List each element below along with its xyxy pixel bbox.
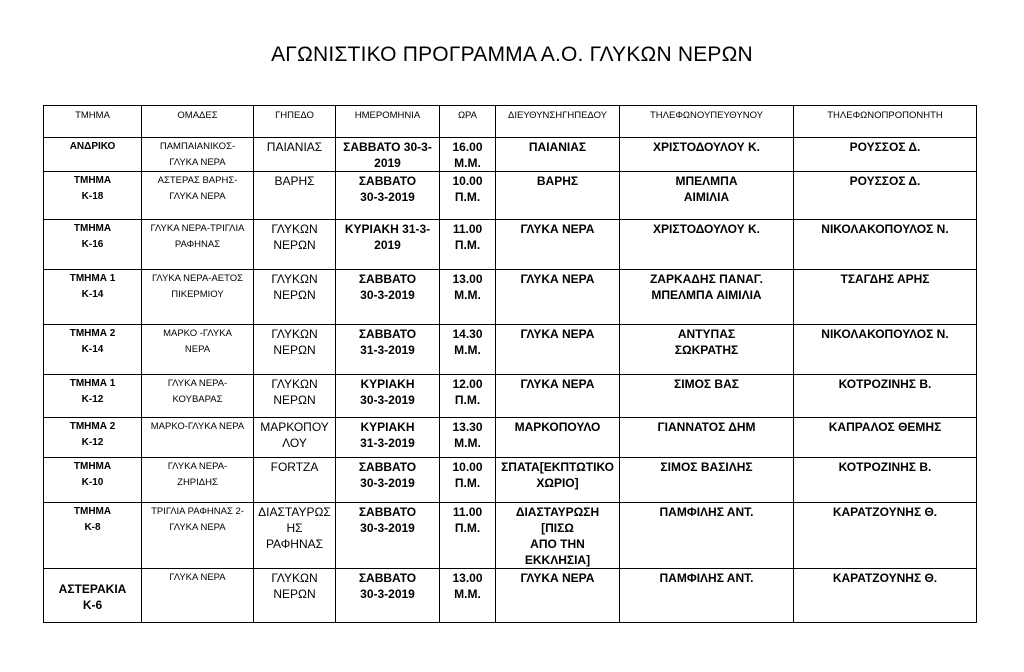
- coach-phone-cell: [794, 172, 977, 220]
- coach-phone-cell: [794, 325, 977, 375]
- coach-phone-cell: [794, 503, 977, 569]
- field-cell: [254, 270, 336, 325]
- time-line: 10.00: [452, 460, 483, 474]
- field-line: ΓΛΥΚΩΝ: [271, 327, 318, 341]
- date-line: ΣΑΒΒΑΤΟ 30-3-: [343, 140, 432, 154]
- header-label: ΤΗΛΕΦΩΝΟ: [827, 110, 882, 121]
- coach-phone-cell: [794, 418, 977, 458]
- manager-phone-line: ΣΩΚΡΑΤΗΣ: [674, 343, 739, 357]
- coach-phone-line: ΚΑΡΑΤΖΟΥΝΗΣ Θ.: [832, 505, 938, 519]
- date-line: 31-3-2019: [360, 436, 415, 450]
- section-line: ΤΜΗΜΑ 2: [69, 421, 116, 432]
- section-line: Κ-10: [81, 477, 104, 488]
- teams-cell: [142, 458, 254, 503]
- section-line: ΑΝΔΡΙΚΟ: [69, 141, 116, 152]
- time-line: 11.00: [452, 222, 483, 236]
- date-line: ΣΑΒΒΑΤΟ: [358, 505, 417, 519]
- address-line: ΓΛΥΚΑ ΝΕΡΑ: [520, 327, 595, 341]
- field-cell: [254, 375, 336, 418]
- field-line: ΓΛΥΚΩΝ: [271, 222, 318, 236]
- date-line: ΚΥΡΙΑΚΗ: [360, 420, 415, 434]
- teams-line: ΓΛΥΚΑ ΝΕΡΑ-: [167, 378, 228, 389]
- teams-line: ΖΗΡΙΔΗΣ: [177, 477, 218, 488]
- header-label: ΗΜΕΡΟΜΗΝΙΑ: [354, 110, 421, 121]
- time-line: Μ.Μ.: [454, 156, 481, 170]
- teams-line: ΜΑΡΚΟ -ΓΛΥΚΑ: [163, 328, 232, 339]
- address-line: ΓΛΥΚΑ ΝΕΡΑ: [520, 377, 595, 391]
- field-line: ΡΑΦΗΝΑΣ: [265, 537, 324, 551]
- field-line: ΝΕΡΩΝ: [273, 393, 316, 407]
- teams-cell: [142, 270, 254, 325]
- address-cell: [496, 569, 620, 623]
- section-line: Κ-14: [81, 289, 104, 300]
- address-line: ΓΛΥΚΑ ΝΕΡΑ: [520, 272, 595, 286]
- coach-phone-line: ΡΟΥΣΣΟΣ Δ.: [849, 140, 921, 154]
- address-cell: [496, 418, 620, 458]
- time-cell: [440, 458, 496, 503]
- time-line: 13.30: [452, 420, 483, 434]
- teams-cell: [142, 375, 254, 418]
- date-line: 30-3-2019: [360, 190, 415, 204]
- table-body: [44, 138, 977, 623]
- coach-phone-line: ΝΙΚΟΛΑΚΟΠΟΥΛΟΣ Ν.: [821, 327, 949, 341]
- date-line: 31-3-2019: [360, 343, 415, 357]
- table-row: [44, 458, 977, 503]
- header-label: ΥΠΕΥΘΥΝΟΥ: [703, 110, 764, 121]
- table-row: [44, 138, 977, 172]
- date-line: ΣΑΒΒΑΤΟ: [358, 460, 417, 474]
- time-line: 16.00: [452, 140, 483, 154]
- time-line: Μ.Μ.: [454, 436, 481, 450]
- section-line: Κ-8: [84, 522, 101, 533]
- teams-line: ΓΛΥΚΑ ΝΕΡΑ-: [167, 461, 228, 472]
- address-line: ΓΛΥΚΑ ΝΕΡΑ: [520, 222, 595, 236]
- time-cell: [440, 138, 496, 172]
- table-row: [44, 418, 977, 458]
- field-cell: [254, 503, 336, 569]
- header-label: ΠΡΟΠΟΝΗΤΗ: [881, 110, 943, 121]
- manager-phone-cell: [620, 270, 794, 325]
- manager-phone-line: ΜΠΕΛΜΠΑ: [675, 174, 738, 188]
- manager-phone-cell: [620, 325, 794, 375]
- date-line: ΚΥΡΙΑΚΗ: [360, 377, 415, 391]
- manager-phone-line: ΧΡΙΣΤΟΔΟΥΛΟΥ Κ.: [653, 222, 760, 236]
- teams-line: ΝΕΡΑ: [184, 344, 211, 355]
- header-section: [44, 106, 142, 138]
- teams-line: ΑΣΤΕΡΑΣ ΒΑΡΗΣ-: [157, 175, 238, 186]
- header-date: [336, 106, 440, 138]
- date-line: 2019: [374, 156, 401, 170]
- field-line: FORTZA: [270, 460, 319, 474]
- date-line: 30-3-2019: [360, 288, 415, 302]
- section-cell: [44, 172, 142, 220]
- manager-phone-cell: [620, 418, 794, 458]
- address-cell: [496, 325, 620, 375]
- header-label: ΤΗΛΕΦΩΝΟ: [649, 110, 704, 121]
- field-line: ΛΟΥ: [282, 436, 307, 450]
- field-cell: [254, 569, 336, 623]
- coach-phone-line: ΡΟΥΣΣΟΣ Δ.: [849, 174, 921, 188]
- field-cell: [254, 458, 336, 503]
- manager-phone-line: ΠΑΜΦΙΛΗΣ ΑΝΤ.: [659, 505, 754, 519]
- section-cell: [44, 375, 142, 418]
- section-line: Κ-16: [81, 239, 104, 250]
- teams-line: ΠΑΜΠΑΙΑΝΙΚΟΣ-: [159, 141, 236, 152]
- teams-line: ΓΛΥΚΑ ΝΕΡΑ-ΑΕΤΟΣ: [151, 273, 244, 284]
- address-line: ΓΛΥΚΑ ΝΕΡΑ: [520, 571, 595, 585]
- address-line: ΣΠΑΤΑ[ΕΚΠΤΩΤΙΚΟ: [501, 460, 614, 474]
- time-line: 13.00: [452, 571, 483, 585]
- address-line: ΠΑΙΑΝΙΑΣ: [528, 140, 587, 154]
- teams-cell: [142, 325, 254, 375]
- manager-phone-cell: [620, 220, 794, 270]
- coach-phone-line: ΚΑΡΑΤΖΟΥΝΗΣ Θ.: [832, 571, 938, 585]
- manager-phone-cell: [620, 375, 794, 418]
- header-phone-coach: [794, 106, 977, 138]
- teams-cell: [142, 138, 254, 172]
- coach-phone-cell: [794, 270, 977, 325]
- section-line: Κ-6: [82, 598, 103, 612]
- field-cell: [254, 418, 336, 458]
- section-line: Κ-12: [81, 394, 104, 405]
- address-line: ΒΑΡΗΣ: [536, 174, 579, 188]
- field-line: ΠΑΙΑΝΙΑΣ: [266, 140, 323, 154]
- teams-cell: [142, 220, 254, 270]
- coach-phone-line: ΚΟΤΡΟΖΙΝΗΣ Β.: [838, 460, 932, 474]
- manager-phone-line: ΣΙΜΟΣ ΒΑΣ: [674, 377, 739, 391]
- table-row: [44, 569, 977, 623]
- schedule-table: [43, 105, 977, 623]
- teams-line: ΓΛΥΚΑ ΝΕΡΑ: [169, 157, 226, 168]
- field-line: ΓΛΥΚΩΝ: [271, 272, 318, 286]
- field-line: ΝΕΡΩΝ: [273, 587, 316, 601]
- coach-phone-line: ΝΙΚΟΛΑΚΟΠΟΥΛΟΣ Ν.: [821, 222, 949, 236]
- address-cell: [496, 172, 620, 220]
- address-line: ΔΙΑΣΤΑΥΡΩΣΗ [ΠΙΣΩ: [515, 505, 600, 535]
- teams-cell: [142, 569, 254, 623]
- manager-phone-cell: [620, 503, 794, 569]
- date-cell: [336, 569, 440, 623]
- teams-line: ΠΙΚΕΡΜΙΟΥ: [171, 289, 224, 300]
- teams-line: ΓΛΥΚΑ ΝΕΡΑ-ΤΡΙΓΛΙΑ: [150, 223, 245, 234]
- teams-line: ΓΛΥΚΑ ΝΕΡΑ: [169, 522, 226, 533]
- section-line: ΤΜΗΜΑ 1: [69, 378, 116, 389]
- section-cell: [44, 503, 142, 569]
- field-line: ΓΛΥΚΩΝ: [271, 571, 318, 585]
- date-cell: [336, 172, 440, 220]
- header-label: ΟΜΑΔΕΣ: [177, 110, 218, 121]
- field-line: ΗΣ: [286, 521, 303, 535]
- time-cell: [440, 172, 496, 220]
- header-label: ΓΗΠΕΔΟ: [275, 110, 314, 121]
- address-cell: [496, 138, 620, 172]
- teams-line: ΚΟΥΒΑΡΑΣ: [172, 394, 223, 405]
- section-line: ΤΜΗΜΑ: [73, 461, 112, 472]
- table-row: [44, 220, 977, 270]
- section-line: ΤΜΗΜΑ: [73, 223, 112, 234]
- time-cell: [440, 375, 496, 418]
- table-row: [44, 325, 977, 375]
- field-line: ΝΕΡΩΝ: [273, 238, 316, 252]
- manager-phone-line: ΑΙΜΙΛΙΑ: [683, 190, 730, 204]
- date-cell: [336, 418, 440, 458]
- section-line: ΤΜΗΜΑ: [73, 175, 112, 186]
- time-line: 12.00: [452, 377, 483, 391]
- date-cell: [336, 375, 440, 418]
- section-line: ΑΣΤΕΡΑΚΙΑ: [58, 582, 127, 596]
- header-label: ΤΜΗΜΑ: [75, 110, 110, 121]
- header-label: ΓΗΠΕΔΟΥ: [562, 110, 607, 121]
- field-line: ΔΙΑΣΤΑΥΡΩΣ: [258, 505, 331, 519]
- section-line: Κ-18: [81, 191, 104, 202]
- manager-phone-line: ΜΠΕΛΜΠΑ ΑΙΜΙΛΙΑ: [651, 288, 762, 302]
- field-line: ΓΛΥΚΩΝ: [271, 377, 318, 391]
- date-cell: [336, 220, 440, 270]
- manager-phone-line: ΓΙΑΝΝΑΤΟΣ ΔΗΜ: [657, 420, 756, 434]
- field-line: ΒΑΡΗΣ: [274, 174, 315, 188]
- section-line: Κ-12: [81, 437, 104, 448]
- time-line: 11.00: [452, 505, 483, 519]
- date-cell: [336, 138, 440, 172]
- field-cell: [254, 138, 336, 172]
- date-line: 30-3-2019: [360, 521, 415, 535]
- section-line: ΤΜΗΜΑ 2: [69, 328, 116, 339]
- time-cell: [440, 325, 496, 375]
- manager-phone-line: ΧΡΙΣΤΟΔΟΥΛΟΥ Κ.: [653, 140, 760, 154]
- date-cell: [336, 270, 440, 325]
- section-line: ΤΜΗΜΑ 1: [69, 273, 116, 284]
- section-cell: [44, 569, 142, 623]
- date-line: ΣΑΒΒΑΤΟ: [358, 327, 417, 341]
- coach-phone-cell: [794, 458, 977, 503]
- teams-cell: [142, 418, 254, 458]
- time-cell: [440, 220, 496, 270]
- teams-line: ΜΑΡΚΟ-ΓΛΥΚΑ ΝΕΡΑ: [150, 421, 245, 432]
- time-line: Π.Μ.: [454, 476, 481, 490]
- time-cell: [440, 503, 496, 569]
- teams-cell: [142, 503, 254, 569]
- table-row: [44, 270, 977, 325]
- date-line: 30-3-2019: [360, 393, 415, 407]
- address-cell: [496, 270, 620, 325]
- header-teams: [142, 106, 254, 138]
- date-line: ΣΑΒΒΑΤΟ: [358, 571, 417, 585]
- section-cell: [44, 270, 142, 325]
- field-cell: [254, 325, 336, 375]
- date-cell: [336, 503, 440, 569]
- section-cell: [44, 138, 142, 172]
- field-line: ΝΕΡΩΝ: [273, 288, 316, 302]
- address-line: ΑΠΟ ΤΗΝ ΕΚΚΛΗΣΙΑ]: [524, 537, 591, 567]
- table-row: [44, 503, 977, 569]
- coach-phone-cell: [794, 375, 977, 418]
- date-line: ΚΥΡΙΑΚΗ 31-3-: [344, 222, 431, 236]
- header-time: [440, 106, 496, 138]
- field-line: ΝΕΡΩΝ: [273, 343, 316, 357]
- header-address: [496, 106, 620, 138]
- time-line: Π.Μ.: [454, 238, 481, 252]
- section-cell: [44, 220, 142, 270]
- section-line: Κ-14: [81, 344, 104, 355]
- date-line: 30-3-2019: [360, 476, 415, 490]
- time-line: Π.Μ.: [454, 393, 481, 407]
- time-line: Π.Μ.: [454, 190, 481, 204]
- coach-phone-cell: [794, 138, 977, 172]
- address-line: ΧΩΡΙΟ]: [536, 476, 579, 490]
- page-title: ΑΓΩΝΙΣΤΙΚΟ ΠΡΟΓΡΑΜΜΑ Α.Ο. ΓΛΥΚΩΝ ΝΕΡΩΝ: [271, 43, 753, 66]
- time-line: 14.30: [452, 327, 483, 341]
- date-cell: [336, 458, 440, 503]
- time-cell: [440, 270, 496, 325]
- manager-phone-line: ΣΙΜΟΣ ΒΑΣΙΛΗΣ: [660, 460, 753, 474]
- time-cell: [440, 418, 496, 458]
- address-cell: [496, 503, 620, 569]
- field-cell: [254, 172, 336, 220]
- header-label: ΩΡΑ: [457, 110, 478, 121]
- date-line: 2019: [374, 238, 401, 252]
- time-line: 10.00: [452, 174, 483, 188]
- section-cell: [44, 325, 142, 375]
- section-line: ΤΜΗΜΑ: [73, 506, 112, 517]
- date-line: ΣΑΒΒΑΤΟ: [358, 272, 417, 286]
- time-cell: [440, 569, 496, 623]
- manager-phone-line: ΠΑΜΦΙΛΗΣ ΑΝΤ.: [659, 571, 754, 585]
- address-cell: [496, 458, 620, 503]
- coach-phone-cell: [794, 220, 977, 270]
- time-line: Μ.Μ.: [454, 288, 481, 302]
- date-line: ΣΑΒΒΑΤΟ: [358, 174, 417, 188]
- manager-phone-line: ΑΝΤΥΠΑΣ: [677, 327, 736, 341]
- field-line: ΜΑΡΚΟΠΟΥ: [260, 420, 329, 434]
- time-line: Μ.Μ.: [454, 587, 481, 601]
- teams-line: ΓΛΥΚΑ ΝΕΡΑ: [169, 572, 226, 583]
- address-cell: [496, 220, 620, 270]
- manager-phone-cell: [620, 458, 794, 503]
- date-line: 30-3-2019: [360, 587, 415, 601]
- teams-line: ΤΡΙΓΛΙΑ ΡΑΦΗΝΑΣ 2-: [151, 506, 244, 517]
- header-label: ΔΙΕΥΘΥΝΣΗ: [508, 110, 563, 121]
- teams-line: ΡΑΦΗΝΑΣ: [174, 239, 221, 250]
- address-line: ΜΑΡΚΟΠΟΥΛΟ: [514, 420, 601, 434]
- coach-phone-cell: [794, 569, 977, 623]
- teams-line: ΓΛΥΚΑ ΝΕΡΑ: [169, 191, 226, 202]
- manager-phone-cell: [620, 569, 794, 623]
- address-cell: [496, 375, 620, 418]
- table-row: [44, 375, 977, 418]
- teams-cell: [142, 172, 254, 220]
- field-cell: [254, 220, 336, 270]
- time-line: 13.00: [452, 272, 483, 286]
- manager-phone-cell: [620, 138, 794, 172]
- date-cell: [336, 325, 440, 375]
- time-line: Μ.Μ.: [454, 343, 481, 357]
- section-cell: [44, 418, 142, 458]
- time-line: Π.Μ.: [454, 521, 481, 535]
- coach-phone-line: ΚΑΠΡΑΛΟΣ ΘΕΜΗΣ: [828, 420, 942, 434]
- coach-phone-line: ΚΟΤΡΟΖΙΝΗΣ Β.: [838, 377, 932, 391]
- table-row: [44, 172, 977, 220]
- header-phone-manager: [620, 106, 794, 138]
- coach-phone-line: ΤΣΑΓΔΗΣ ΑΡΗΣ: [840, 272, 930, 286]
- header-field: [254, 106, 336, 138]
- section-cell: [44, 458, 142, 503]
- header-row: [44, 106, 977, 138]
- manager-phone-line: ΖΑΡΚΑΔΗΣ ΠΑΝΑΓ.: [649, 272, 764, 286]
- manager-phone-cell: [620, 172, 794, 220]
